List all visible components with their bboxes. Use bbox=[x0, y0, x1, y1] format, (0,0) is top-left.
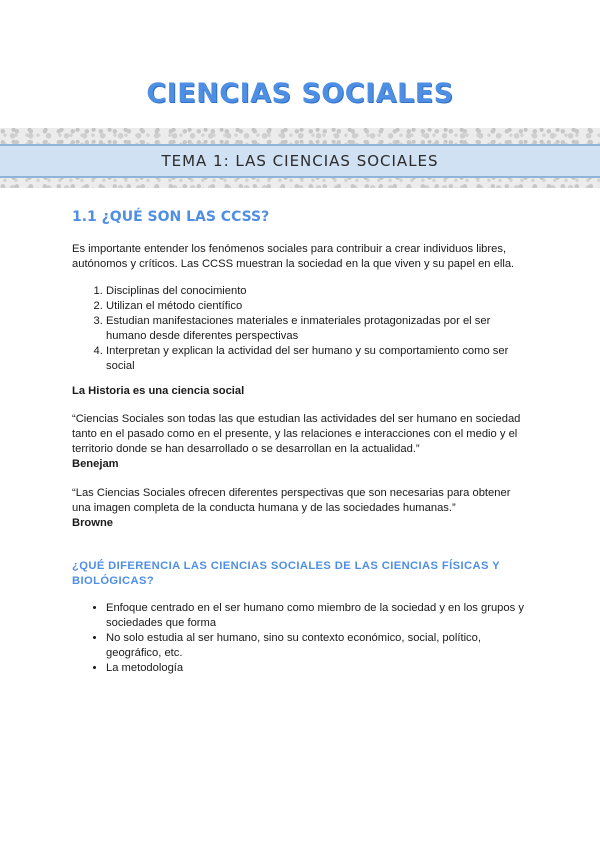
subheading: La Historia es una ciencia social bbox=[72, 385, 245, 397]
quote-author-browne: Browne bbox=[72, 517, 114, 529]
quote-browne: “Las Ciencias Sociales ofrecen diferentes perspectivas que son necesarias para obtener una imagen completa de la conducta humana y de las sociedades humanas.” bbox=[72, 487, 511, 514]
bullet-list bbox=[72, 601, 532, 676]
quote-author-benejam: Benejam bbox=[72, 458, 119, 470]
list-item: • Enfoque centrado en el ser humano como miembro de la sociedad y en los grupos y sociedades que forma bbox=[106, 601, 532, 631]
document-body bbox=[72, 210, 532, 686]
list-item: 4. Interpretan y explican la actividad del ser humano y su comportamiento como ser social bbox=[106, 344, 532, 374]
list-item: 2. Utilizan el método científico bbox=[106, 299, 532, 314]
section-heading-2: ¿QUÉ DIFERENCIA LAS CIENCIAS SOCIALES DE LAS CIENCIAS FÍSICAS Y BIOLÓGICAS? bbox=[72, 560, 500, 587]
numbered-list bbox=[72, 284, 532, 374]
list-item: 1. Disciplinas del conocimiento bbox=[106, 284, 532, 299]
intro-paragraph: Es importante entender los fenómenos sociales para contribuir a crear individuos libres, autónomos y críticos. Las CCSS muestran la sociedad en la que viven y su papel en ella. bbox=[72, 243, 515, 270]
header-band-bar bbox=[0, 144, 600, 178]
section-heading: 1.1 ¿QUÉ SON LAS CCSS? bbox=[72, 209, 270, 225]
header-band bbox=[0, 128, 600, 188]
page-title: CIENCIAS SOCIALES bbox=[146, 78, 454, 109]
quote-benejam: “Ciencias Sociales son todas las que estudian las actividades del ser humano en sociedad tanto en el pasado como en el presente, y las relaciones e interacciones con el medio y el territorio donde se han desarrollado o se desarrollan en la actualidad.” bbox=[72, 413, 521, 455]
topic-title: TEMA 1: LAS CIENCIAS SOCIALES bbox=[161, 152, 439, 170]
list-item: 3. Estudian manifestaciones materiales e inmateriales protagonizadas por el ser humano desde diferentes perspectivas bbox=[106, 314, 532, 344]
list-item: • No solo estudia al ser humano, sino su contexto económico, social, político, geográfico, etc. bbox=[106, 631, 532, 661]
list-item: • La metodología bbox=[106, 661, 532, 676]
